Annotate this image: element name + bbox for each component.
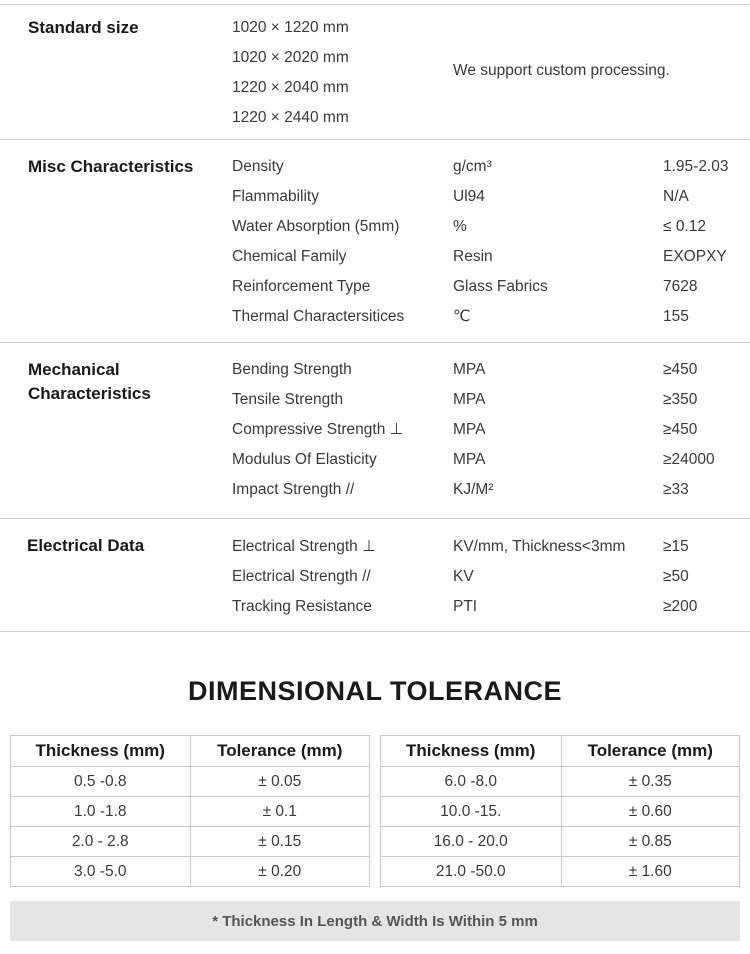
section-title-electrical: Electrical Data (27, 536, 145, 555)
property-name: Flammability (232, 188, 319, 205)
size-item: 1220 × 2440 mm (232, 109, 349, 126)
property-value: 155 (663, 308, 689, 325)
property-name: Thermal Charactersitices (232, 308, 405, 325)
table-header-row (381, 736, 740, 767)
property-unit: MPA (453, 451, 486, 468)
property-name: Modulus Of Elasticity (232, 451, 377, 468)
size-item: 1220 × 2040 mm (232, 79, 349, 96)
thickness-cell: 0.5 -0.8 (11, 767, 191, 797)
table-row (381, 797, 740, 827)
tolerance-cell: ± 1.60 (561, 857, 740, 887)
property-value: EXOPXY (663, 248, 727, 265)
property-value: 7628 (663, 278, 698, 295)
thickness-cell: 2.0 - 2.8 (11, 827, 191, 857)
property-unit: MPA (453, 361, 486, 378)
property-name: Reinforcement Type (232, 278, 371, 295)
property-unit: % (453, 218, 467, 235)
tolerance-table-left (10, 735, 370, 887)
property-value: ≤ 0.12 (663, 218, 706, 235)
tolerance-cell: ± 0.20 (190, 857, 370, 887)
property-unit: MPA (453, 391, 486, 408)
tolerance-cell: ± 0.1 (190, 797, 370, 827)
divider (0, 631, 750, 632)
tolerance-cell: ± 0.35 (561, 767, 740, 797)
property-unit: Ul94 (453, 188, 485, 205)
property-value: ≥50 (663, 568, 689, 585)
property-name: Compressive Strength ⊥ (232, 421, 404, 438)
tolerance-cell: ± 0.15 (190, 827, 370, 857)
table-row (381, 857, 740, 887)
size-item: 1020 × 2020 mm (232, 49, 349, 66)
property-unit: MPA (453, 421, 486, 438)
property-name: Tracking Resistance (232, 598, 372, 615)
property-unit: Resin (453, 248, 493, 265)
property-value: ≥200 (663, 598, 698, 615)
property-value: ≥450 (663, 421, 698, 438)
property-value: 1.95-2.03 (663, 158, 729, 175)
property-value: ≥350 (663, 391, 698, 408)
header-tolerance: Tolerance (mm) (190, 736, 370, 767)
property-unit: KV/mm, Thickness<3mm (453, 538, 626, 555)
table-row (11, 857, 370, 887)
thickness-cell: 16.0 - 20.0 (381, 827, 562, 857)
thickness-cell: 21.0 -50.0 (381, 857, 562, 887)
thickness-note: * Thickness In Length & Width Is Within 5 mm (10, 901, 740, 941)
size-item: 1020 × 1220 mm (232, 19, 349, 36)
property-unit: g/cm³ (453, 158, 492, 175)
custom-processing-note: We support custom processing. (453, 62, 670, 79)
property-unit: PTI (453, 598, 478, 615)
property-unit: KV (453, 568, 474, 585)
table-row (11, 827, 370, 857)
divider (0, 342, 750, 343)
table-row (381, 767, 740, 797)
property-name: Bending Strength (232, 361, 352, 378)
divider-top (0, 4, 750, 5)
property-unit: Glass Fabrics (453, 278, 548, 295)
tolerance-cell: ± 0.60 (561, 797, 740, 827)
table-row (11, 797, 370, 827)
thickness-cell: 10.0 -15. (381, 797, 562, 827)
property-value: ≥450 (663, 361, 698, 378)
property-name: Tensile Strength (232, 391, 344, 408)
header-tolerance: Tolerance (mm) (561, 736, 740, 767)
tolerance-cell: ± 0.05 (190, 767, 370, 797)
property-name: Chemical Family (232, 248, 347, 265)
property-name: Density (232, 158, 284, 175)
table-row (11, 767, 370, 797)
property-value: ≥24000 (663, 451, 715, 468)
property-unit: ℃ (453, 308, 471, 325)
property-value: ≥15 (663, 538, 689, 555)
header-thickness: Thickness (mm) (11, 736, 191, 767)
table-row (381, 827, 740, 857)
tolerance-cell: ± 0.85 (561, 827, 740, 857)
table-header-row (11, 736, 370, 767)
section-title-mechanical-line1: Mechanical (28, 360, 120, 379)
property-name: Water Absorption (5mm) (232, 218, 400, 235)
property-unit: KJ/M² (453, 481, 494, 498)
property-value: ≥33 (663, 481, 689, 498)
property-name: Impact Strength // (232, 481, 355, 498)
section-title-mechanical-line2: Characteristics (28, 384, 151, 403)
section-title-misc: Misc Characteristics (28, 157, 194, 176)
property-name: Electrical Strength ⊥ (232, 538, 376, 555)
divider (0, 139, 750, 140)
thickness-cell: 6.0 -8.0 (381, 767, 562, 797)
thickness-cell: 3.0 -5.0 (11, 857, 191, 887)
property-value: N/A (663, 188, 689, 205)
section-title-standard-size: Standard size (28, 18, 139, 37)
dimensional-tolerance-title: DIMENSIONAL TOLERANCE (187, 676, 563, 706)
header-thickness: Thickness (mm) (381, 736, 562, 767)
thickness-cell: 1.0 -1.8 (11, 797, 191, 827)
divider (0, 518, 750, 519)
tolerance-table-right (380, 735, 740, 887)
property-name: Electrical Strength // (232, 568, 371, 585)
